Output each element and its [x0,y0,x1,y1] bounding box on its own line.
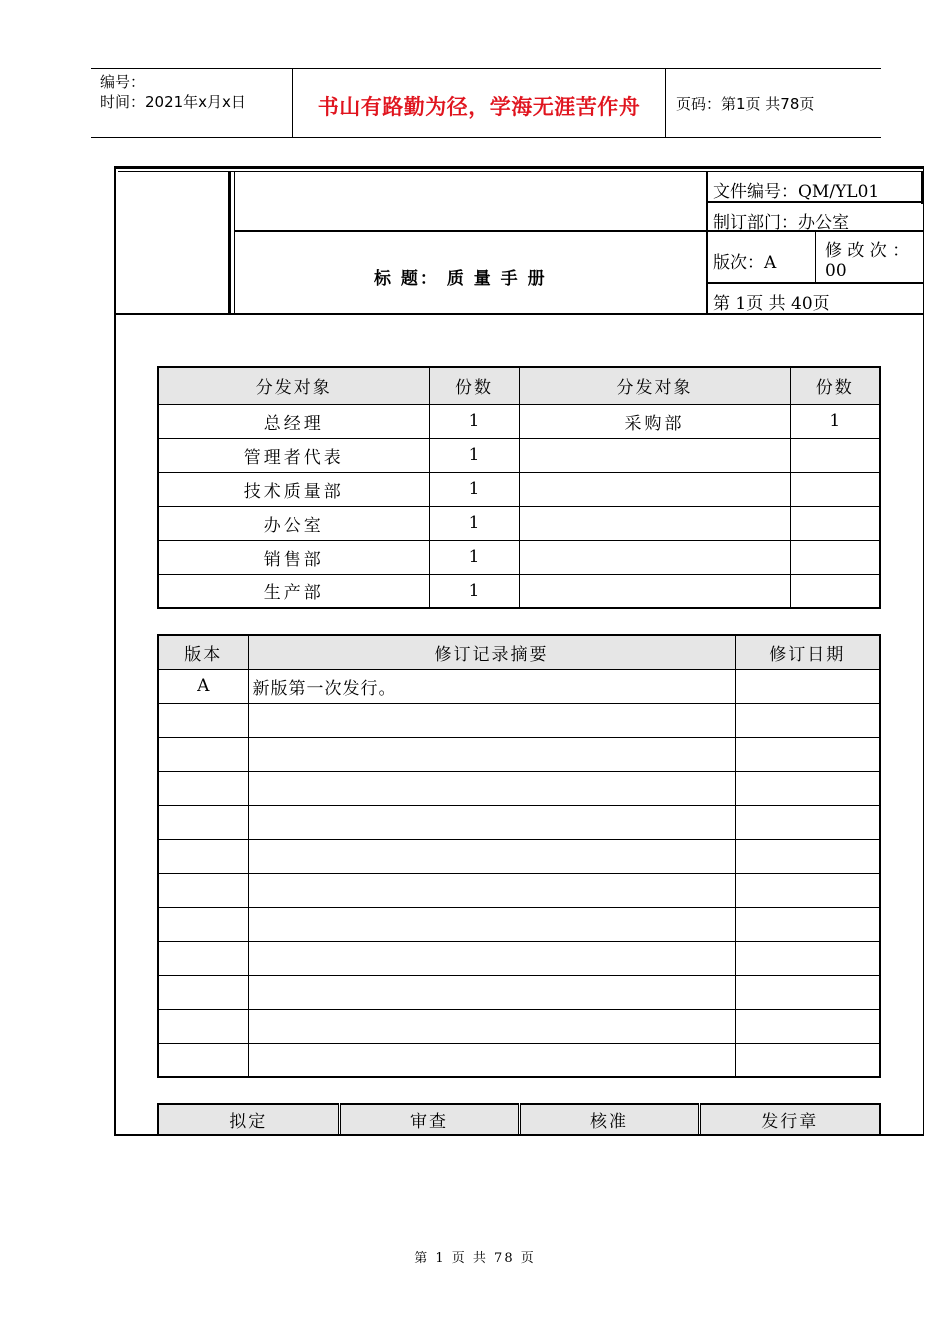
approval-draft-header: 拟定 [158,1104,339,1135]
table-cell: 销售部 [158,540,429,574]
table-row [158,1009,880,1043]
table-header-row [158,635,880,669]
time-label: 时间：2021年x月x日 [100,93,246,111]
table-cell [158,873,248,907]
table-cell [735,703,880,737]
table-cell [248,1009,735,1043]
header-divider [708,282,923,284]
table-cell: 办公室 [158,506,429,540]
table-cell [248,771,735,805]
column-header: 版本 [158,635,248,669]
table-cell [519,472,790,506]
table-cell [519,438,790,472]
table-cell [248,975,735,1009]
table-row [158,975,880,1009]
column-header: 份数 [429,367,519,404]
table-row [158,737,880,771]
document-title: 标 题： 质 量 手 册 [374,269,547,289]
column-header: 份数 [790,367,880,404]
table-cell: 新版第一次发行。 [248,669,735,703]
table-cell [248,805,735,839]
approval-table [157,1103,881,1136]
table-cell [158,703,248,737]
column-header: 分发对象 [158,367,429,404]
revision-table [157,634,881,1078]
table-cell [735,805,880,839]
table-row [158,669,880,703]
table-row [158,771,880,805]
table-cell [735,1009,880,1043]
page-cell [666,69,881,137]
motto-cell [293,69,666,137]
table-cell [790,540,880,574]
table-row [158,703,880,737]
table-cell: 1 [429,438,519,472]
table-cell [735,873,880,907]
table-cell [519,540,790,574]
table-header-row [158,1104,880,1135]
column-header: 分发对象 [519,367,790,404]
table-row [158,941,880,975]
table-cell: 1 [429,506,519,540]
header-divider [228,172,231,313]
approval-approve-header: 核准 [519,1104,699,1135]
table-row [158,805,880,839]
table-cell: 总经理 [158,404,429,438]
table-cell: 1 [429,404,519,438]
table-cell: 1 [429,540,519,574]
revision-value: 00 [825,261,847,281]
table-cell [158,941,248,975]
distribution-table [157,366,881,609]
table-cell: A [158,669,248,703]
table-row [158,1043,880,1077]
table-cell [735,907,880,941]
page-info: 第 1页 共 40页 [713,294,830,314]
approval-seal-header: 发行章 [699,1104,880,1135]
table-cell [735,669,880,703]
table-row [158,472,880,506]
table-cell: 技术质量部 [158,472,429,506]
table-row [158,907,880,941]
table-row [158,438,880,472]
table-row [158,404,880,438]
table-cell: 生产部 [158,574,429,608]
page-label: 页码：第1页 共78页 [676,95,815,113]
table-cell [158,771,248,805]
table-cell: 采购部 [519,404,790,438]
header-divider [921,172,923,204]
table-row [158,839,880,873]
table-cell [248,1043,735,1077]
table-cell [248,907,735,941]
header-divider [815,232,816,282]
table-cell [158,1043,248,1077]
motto-text: 书山有路勤为径，学海无涯苦作舟 [317,95,641,119]
table-row [158,540,880,574]
table-cell [735,1043,880,1077]
table-cell [248,839,735,873]
table-cell [735,771,880,805]
header-meta-cell [91,69,293,137]
table-cell [790,506,880,540]
approval-review-header: 审查 [339,1104,519,1135]
table-cell: 1 [429,472,519,506]
table-cell [158,907,248,941]
table-cell [735,975,880,1009]
table-cell [158,737,248,771]
department: 制订部门：办公室 [713,213,849,233]
table-cell [790,438,880,472]
table-cell [248,873,735,907]
table-cell [248,941,735,975]
column-header: 修订记录摘要 [248,635,735,669]
table-cell [735,941,880,975]
code-label: 编号： [100,73,146,91]
table-cell [519,574,790,608]
table-row [158,506,880,540]
table-cell [735,737,880,771]
table-cell [158,839,248,873]
table-row [158,574,880,608]
table-cell [519,506,790,540]
table-cell: 1 [790,404,880,438]
table-header-row [158,367,880,404]
header-divider [706,172,708,313]
revision-label: 修 改 次 ： [825,241,910,261]
table-row [158,873,880,907]
table-cell [790,472,880,506]
table-cell: 1 [429,574,519,608]
table-cell: 管理者代表 [158,438,429,472]
table-cell [248,703,735,737]
table-cell [158,975,248,1009]
table-cell [158,1009,248,1043]
document-number: 文件编号：QM/YL01 [713,182,880,202]
table-cell [735,839,880,873]
version: 版次：A [713,253,777,273]
table-cell [790,574,880,608]
page-footer: 第 1 页 共 78 页 [414,1251,536,1266]
table-cell [248,737,735,771]
column-header: 修订日期 [735,635,880,669]
top-header [91,68,881,138]
table-cell [158,805,248,839]
header-divider [234,172,235,313]
header-divider [118,171,923,172]
